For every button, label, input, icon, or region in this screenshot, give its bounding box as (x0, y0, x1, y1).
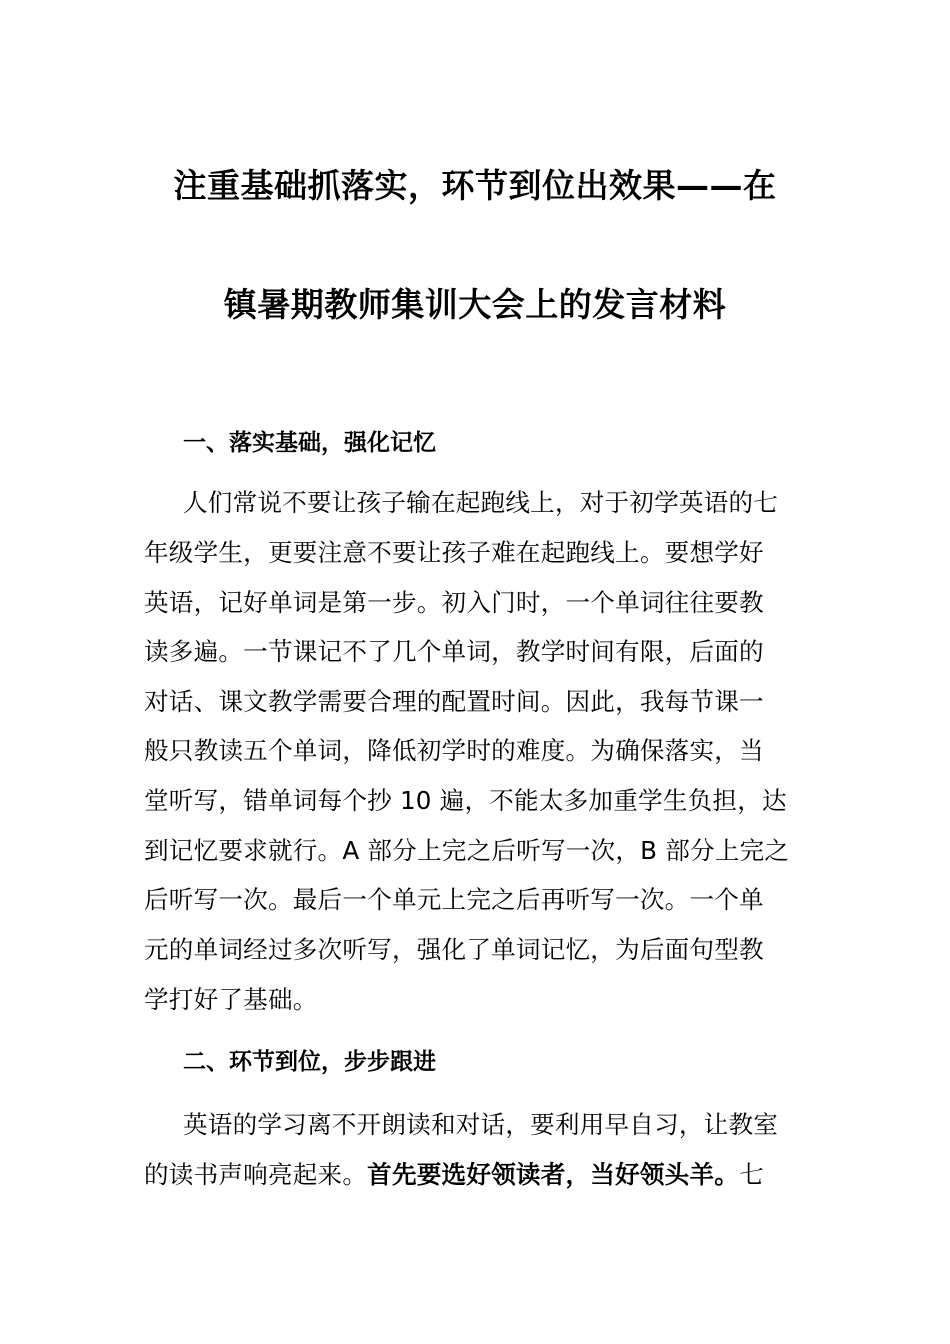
document-title-line-2: 镇暑期教师集训大会上的发言材料 (223, 285, 727, 324)
section-1-line: 读多遍。一节课记不了几个单词，教学时间有限，后面的 (144, 637, 764, 666)
section-2-line-tail: 七 (739, 1160, 764, 1189)
section-1-line: 学打好了基础。 (144, 985, 318, 1014)
section-1-line: 英语，记好单词是第一步。初入门时，一个单词往往要教 (144, 588, 764, 617)
section-1-line: 年级学生，更要注意不要让孩子难在起跑线上。要想学好 (144, 538, 764, 567)
section-2-line-text: 的读书声响亮起来。 (144, 1160, 368, 1189)
section-2-heading: 二、环节到位，步步跟进 (183, 1049, 436, 1075)
section-1-line: 对话、课文教学需要合理的配置时间。因此，我每节课一 (144, 687, 764, 716)
section-1-line: 般只教读五个单词，降低初学时的难度。为确保落实，当 (144, 736, 764, 765)
section-2-line: 英语的学习离不开朗读和对话，要利用早自习，让教室 (183, 1110, 779, 1139)
section-1-line: 后听写一次。最后一个单元上完之后再听写一次。一个单 (144, 885, 764, 914)
document-title-line-1: 注重基础抓落实，环节到位出效果——在 (173, 166, 777, 205)
section-1-line: 元的单词经过多次听写，强化了单词记忆，为后面句型教 (144, 935, 764, 964)
section-2-bold-text: 首先要选好领读者，当好领头羊。 (367, 1160, 740, 1189)
section-1-line: 堂听写，错单词每个抄 10 遍，不能太多加重学生负担，达 (144, 786, 787, 815)
section-1-line: 人们常说不要让孩子输在起跑线上，对于初学英语的七 (183, 488, 779, 517)
section-1-line: 到记忆要求就行。A 部分上完之后听写一次，B 部分上完之 (144, 836, 790, 865)
section-2-line (144, 1156, 806, 1191)
section-1-heading: 一、落实基础，强化记忆 (183, 430, 436, 456)
